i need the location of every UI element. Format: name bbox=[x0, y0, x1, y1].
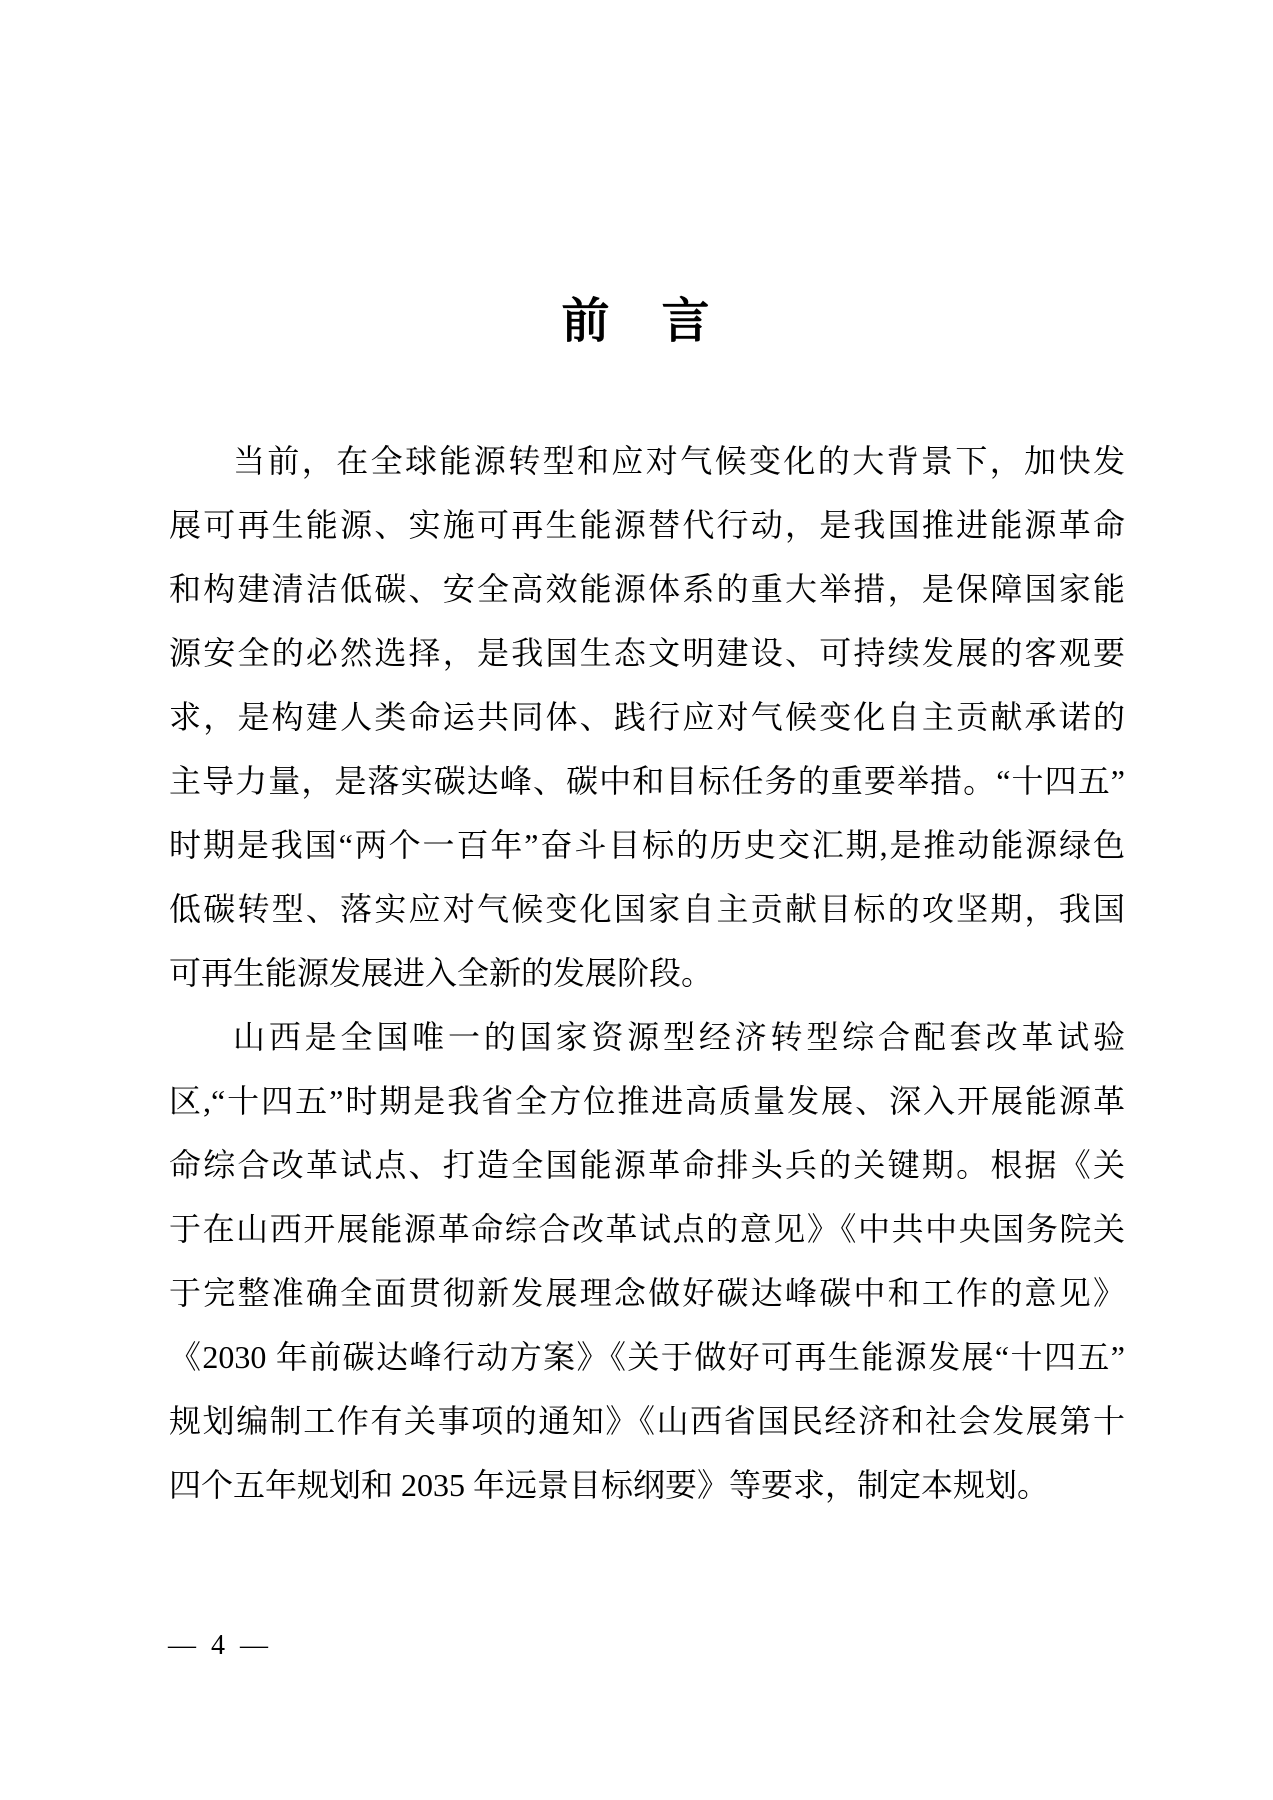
paragraph-line: 规划编制工作有关事项的通知》《山西省国民经济和社会发展第十 bbox=[169, 1403, 1125, 1439]
page-number: — 4 — bbox=[168, 1630, 272, 1661]
paragraph-line: 低碳转型、落实应对气候变化国家自主贡献目标的攻坚期，我国 bbox=[169, 891, 1125, 927]
paragraph-line: 可再生能源发展进入全新的发展阶段。 bbox=[169, 955, 714, 991]
paragraph-line: 当前，在全球能源转型和应对气候变化的大背景下，加快发 bbox=[233, 443, 1125, 479]
paragraph-line: 命综合改革试点、打造全国能源革命排头兵的关键期。根据《关 bbox=[169, 1147, 1125, 1183]
paragraph-line: 和构建清洁低碳、安全高效能源体系的重大举措，是保障国家能 bbox=[169, 571, 1125, 607]
paragraph-line: 区,“十四五”时期是我省全方位推进高质量发展、深入开展能源革 bbox=[169, 1083, 1125, 1119]
paragraph-line: 《2030 年前碳达峰行动方案》《关于做好可再生能源发展“十四五” bbox=[169, 1339, 1125, 1375]
paragraph-line: 山西是全国唯一的国家资源型经济转型综合配套改革试验 bbox=[233, 1019, 1125, 1055]
paragraph-line: 于在山西开展能源革命综合改革试点的意见》《中共中央国务院关 bbox=[169, 1211, 1125, 1247]
paragraph-line: 时期是我国“两个一百年”奋斗目标的历史交汇期,是推动能源绿色 bbox=[169, 827, 1125, 863]
paragraph-line: 展可再生能源、实施可再生能源替代行动，是我国推进能源革命 bbox=[169, 507, 1125, 543]
paragraph-line: 四个五年规划和 2035 年远景目标纲要》等要求，制定本规划。 bbox=[169, 1467, 1050, 1503]
paragraph-line: 于完整准确全面贯彻新发展理念做好碳达峰碳中和工作的意见》 bbox=[169, 1275, 1125, 1311]
paragraph-line: 求，是构建人类命运共同体、践行应对气候变化自主贡献承诺的 bbox=[169, 699, 1125, 735]
paragraph-line: 主导力量，是落实碳达峰、碳中和目标任务的重要举措。“十四五” bbox=[169, 763, 1125, 799]
paragraph-line: 源安全的必然选择，是我国生态文明建设、可持续发展的客观要 bbox=[169, 635, 1125, 671]
page-title: 前 言 bbox=[561, 295, 712, 348]
document-body bbox=[169, 429, 1125, 1517]
